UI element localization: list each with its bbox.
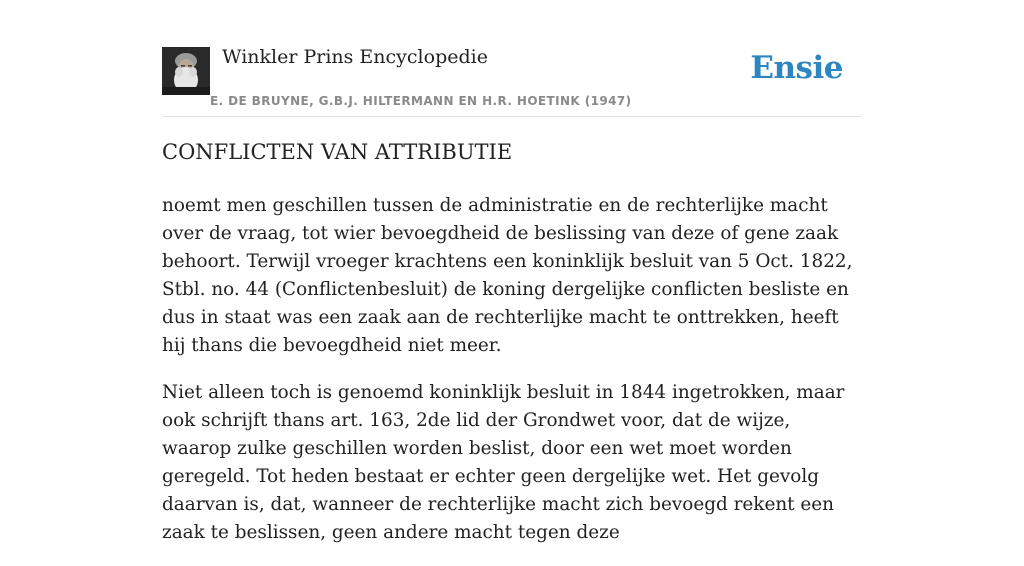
article-title: CONFLICTEN VAN ATTRIBUTIE: [162, 140, 513, 164]
page: [162, 0, 862, 543]
portrait-photo-icon[interactable]: [162, 47, 210, 95]
site-title[interactable]: Winkler Prins Encyclopedie: [222, 46, 488, 68]
brand-logo[interactable]: Ensie: [750, 50, 843, 86]
article-body: [162, 192, 862, 566]
article-paragraph: noemt men geschillen tussen de administratie en de rechterlijke macht over de vraag, tot wier bevoegdheid de beslissing van deze of gene zaak behoort. Terwijl vroeger krachtens een koninklijk besluit van 5 Oct. 1822, Stbl. no. 44 (Conflictenbesluit) de koning dergelijke conflicten besliste en dus in staat was een zaak aan de rechterlijke macht te onttrekken, heeft hij thans die bevoegdheid niet meer.: [162, 195, 853, 356]
article-paragraph: Niet alleen toch is genoemd koninklijk besluit in 1844 ingetrokken, maar ook schrijft thans art. 163, 2de lid der Grondwet voor, dat de wijze, waarop zulke geschillen worden beslist, door een wet moet worden geregeld. Tot heden bestaat er echter geen dergelijke wet. Het gevolg daarvan is, dat, wanneer de rechterlijke macht zich bevoegd rekent een zaak te beslissen, geen andere macht tegen deze: [162, 382, 845, 543]
authors-credit: E. DE BRUYNE, G.B.J. HILTERMANN EN H.R. HOETINK (1947): [210, 94, 632, 108]
site-header: [162, 0, 862, 117]
